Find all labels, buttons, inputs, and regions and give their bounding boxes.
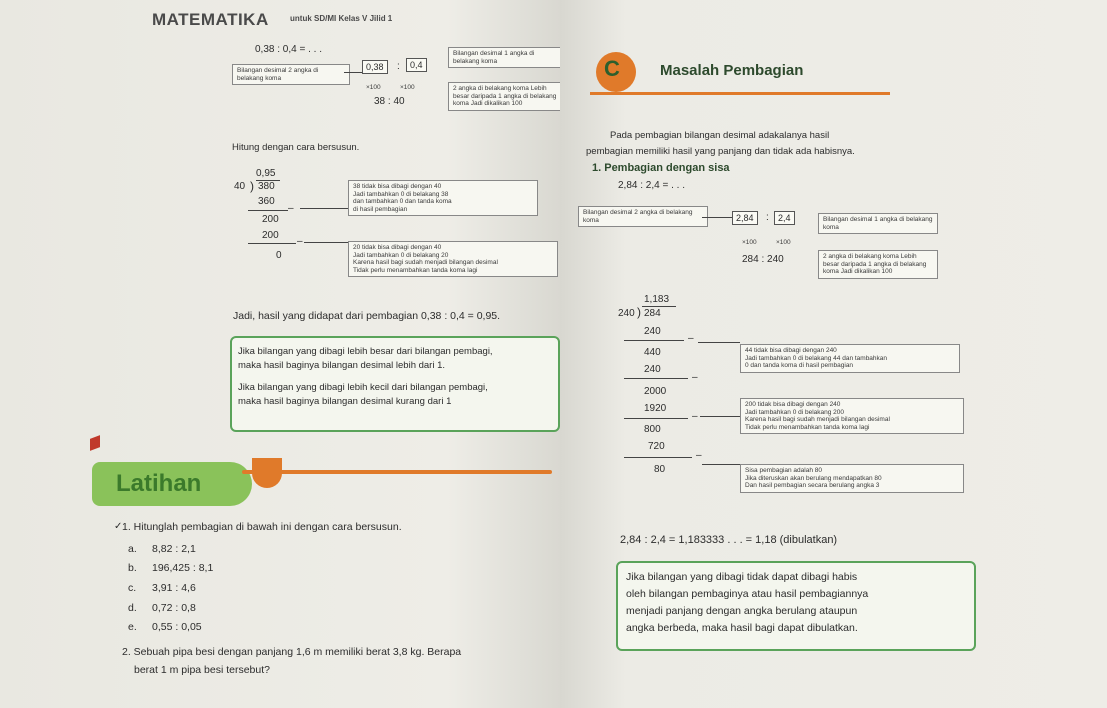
result-line: 2,84 : 2,4 = 1,183333 . . . = 1,18 (dibulatkan): [620, 534, 838, 546]
conclusion: Jadi, hasil yang didapat dari pembagian 0,38 : 0,4 = 0,95.: [233, 310, 501, 322]
noteB-line: Karena hasil bagi sudah menjadi bilangan desimal: [745, 416, 890, 423]
abacus-icon: [252, 458, 282, 488]
connector-line: [344, 72, 362, 73]
right-colon: :: [766, 212, 769, 223]
latihan-banner: [92, 456, 552, 516]
r-bracket: ): [637, 305, 641, 319]
r-line3: [624, 418, 688, 419]
right-left-note: Bilangan desimal 2 angka di belakang koma: [578, 206, 708, 227]
example-result-expr: 38 : 40: [374, 96, 405, 107]
noteA-line: 0 dan tanda koma di hasil pembagian: [745, 362, 854, 369]
r-line4: [624, 457, 692, 458]
note2-box: [348, 241, 558, 277]
check-icon: ✓: [114, 521, 123, 532]
sub-line-1: [248, 210, 288, 211]
intro-line2: pembagian memiliki hasil yang panjang dan tidak ada habisnya.: [586, 146, 855, 157]
right-divisor-box: 2,4: [774, 211, 795, 225]
noteC-line: Dan hasil pembagian secara berulang angka 3: [745, 482, 880, 489]
item-label: e.: [128, 621, 137, 633]
minus-1: –: [288, 203, 294, 214]
right-page: [560, 0, 1107, 708]
r-r3: 800: [644, 424, 661, 435]
item-expr: 8,82 : 2,1: [152, 543, 196, 555]
note2-line: 20 tidak bisa dibagi dengan 40: [353, 244, 442, 251]
item-label: a.: [128, 543, 137, 555]
exercise2-line1: 2. Sebuah pipa besi dengan panjang 1,6 m memiliki berat 3,8 kg. Berapa: [122, 646, 462, 658]
book-subtitle: untuk SD/MI Kelas V Jilid 1: [290, 14, 393, 23]
r-minus2: –: [692, 372, 698, 383]
multiplier-left: ×100: [366, 84, 381, 91]
note2-connector: [304, 242, 348, 243]
r-quotient: 1,183: [644, 294, 670, 305]
noteB-connector: [700, 416, 740, 417]
r-s4: 720: [648, 441, 665, 452]
note1-line: 38 tidak bisa dibagi dengan 40: [353, 183, 442, 190]
noteC-box: [740, 464, 964, 493]
noteA-connector: [698, 342, 740, 343]
right-mult-left: ×100: [742, 239, 757, 246]
r-line1: [624, 340, 684, 341]
right-note-top: Bilangan desimal 1 angka di belakang koma: [818, 213, 938, 234]
divisor: 40: [234, 181, 246, 192]
right-rule-box: [616, 561, 976, 651]
noteA-line: 44 tidak bisa dibagi dengan 240: [745, 347, 837, 354]
latihan-underline: [242, 470, 552, 474]
book-title: MATEMATIKA: [152, 10, 269, 29]
left-note-box: Bilangan desimal 2 angka di belakang koma: [232, 64, 350, 85]
rules-box: [230, 336, 560, 432]
rule2-line2: maka hasil baginya bilangan desimal kurang dari 1: [238, 396, 452, 407]
note2-line: Tidak perlu menambahkan tanda koma lagi: [353, 266, 478, 274]
r-minus4: –: [696, 450, 702, 461]
note1-line: Jadi tambahkan 0 di belakang 38: [353, 190, 449, 198]
noteB-line: Jadi tambahkan 0 di belakang 200: [745, 408, 845, 416]
note1-line: dan tambahkan 0 dan tanda koma: [353, 198, 452, 205]
right-rule-line1: Jika bilangan yang dibagi tidak dapat dibagi habis: [626, 571, 858, 583]
rule1-line2: maka hasil baginya bilangan desimal lebih dari 1.: [238, 360, 446, 371]
r-line2: [624, 378, 688, 379]
right-question: 2,84 : 2,4 = . . .: [618, 180, 685, 191]
note2-line: Karena hasil bagi sudah menjadi bilangan desimal: [353, 259, 498, 266]
noteC-line: Sisa pembagian adalah 80: [745, 467, 822, 474]
right-rule-line4: angka berbeda, maka hasil bagi dapat dibulatkan.: [626, 622, 858, 634]
right-note-bottom: 2 angka di belakang koma Lebih besar daripada 1 angka di belakang koma Jadi dikalikan 100: [818, 250, 938, 279]
rem2: 0: [276, 250, 282, 261]
right-rule-line3: menjadi panjang dengan angka berulang ataupun: [626, 605, 858, 617]
corner-marker: [90, 435, 100, 451]
divisor-box: 0,4: [406, 58, 427, 72]
right-rule-line2: oleh bilangan pembaginya atau hasil pembagiannya: [626, 588, 869, 600]
colon: :: [397, 61, 400, 72]
r-r4: 80: [654, 464, 666, 475]
r-dividend: 284: [644, 308, 661, 319]
r-s3: 1920: [644, 403, 667, 414]
noteA-box: [740, 344, 960, 373]
r-r1: 440: [644, 347, 661, 358]
step1: 360: [258, 196, 275, 207]
example-question: 0,38 : 0,4 = . . .: [255, 44, 322, 55]
right-dividend-box: 2,84: [732, 211, 758, 225]
intro-line1: Pada pembagian bilangan desimal adakalanya hasil: [610, 130, 830, 141]
quotient: 0,95: [256, 168, 276, 179]
latihan-title: Latihan: [116, 470, 202, 497]
r-minus3: –: [692, 411, 698, 422]
right-note-bottom-box: 2 angka di belakang koma Lebih besar daripada 1 angka di belakang koma Jadi dikalikan 100: [448, 82, 560, 111]
r-s2: 240: [644, 364, 661, 375]
item-expr: 196,425 : 8,1: [152, 562, 214, 574]
r-minus1: –: [688, 333, 694, 344]
section-letter: C: [604, 56, 620, 81]
r-r2: 2000: [644, 386, 667, 397]
rem1: 200: [262, 214, 279, 225]
right-connector: [702, 217, 732, 218]
right-mult-right: ×100: [776, 239, 791, 246]
exercise2-line2: berat 1 m pipa besi tersebut?: [134, 664, 270, 676]
step2: 200: [262, 230, 279, 241]
noteB-box: [740, 398, 964, 434]
subsection-title: 1. Pembagian dengan sisa: [592, 162, 730, 174]
note1-connector: [300, 208, 348, 209]
rule2-line1: Jika bilangan yang dibagi lebih kecil dari bilangan pembagi,: [238, 382, 488, 393]
rule1-line1: Jika bilangan yang dibagi lebih besar dari bilangan pembagi,: [238, 346, 493, 357]
item-expr: 3,91 : 4,6: [152, 582, 196, 594]
sub-line-2: [248, 243, 296, 244]
item-label: b.: [128, 562, 137, 574]
noteB-line: 200 tidak bisa dibagi dengan 240: [745, 401, 841, 408]
noteA-line: Jadi tambahkan 0 di belakang 44 dan tambahkan: [745, 354, 888, 362]
r-divisor: 240: [618, 308, 635, 319]
r-s1: 240: [644, 326, 661, 337]
right-note-top-box: Bilangan desimal 1 angka di belakang koma: [448, 47, 560, 68]
dividend: 380: [258, 181, 275, 192]
item-label: c.: [128, 582, 137, 594]
item-label: d.: [128, 602, 137, 614]
minus-2: –: [297, 236, 303, 247]
noteC-connector: [702, 464, 740, 465]
note1-box: [348, 180, 538, 216]
note1-line: di hasil pembagian: [353, 205, 408, 213]
item-expr: 0,55 : 0,05: [152, 621, 202, 633]
exercise1-text: 1. Hitunglah pembagian di bawah ini dengan cara bersusun.: [122, 521, 402, 533]
noteB-line: Tidak perlu menambahkan tanda koma lagi: [745, 423, 870, 431]
r-div-bar: [642, 306, 676, 307]
noteC-line: Jika diteruskan akan berulang mendapatkan 80: [745, 474, 882, 482]
note2-line: Jadi tambahkan 0 di belakang 20: [353, 251, 449, 259]
dividend-box: 0,38: [362, 60, 388, 74]
section-title: Masalah Pembagian: [660, 62, 804, 79]
division-bracket: ): [250, 179, 254, 193]
right-result-expr: 284 : 240: [742, 254, 784, 265]
multiplier-right: ×100: [400, 84, 415, 91]
hitung-label: Hitung dengan cara bersusun.: [232, 142, 360, 153]
item-expr: 0,72 : 0,8: [152, 602, 196, 614]
